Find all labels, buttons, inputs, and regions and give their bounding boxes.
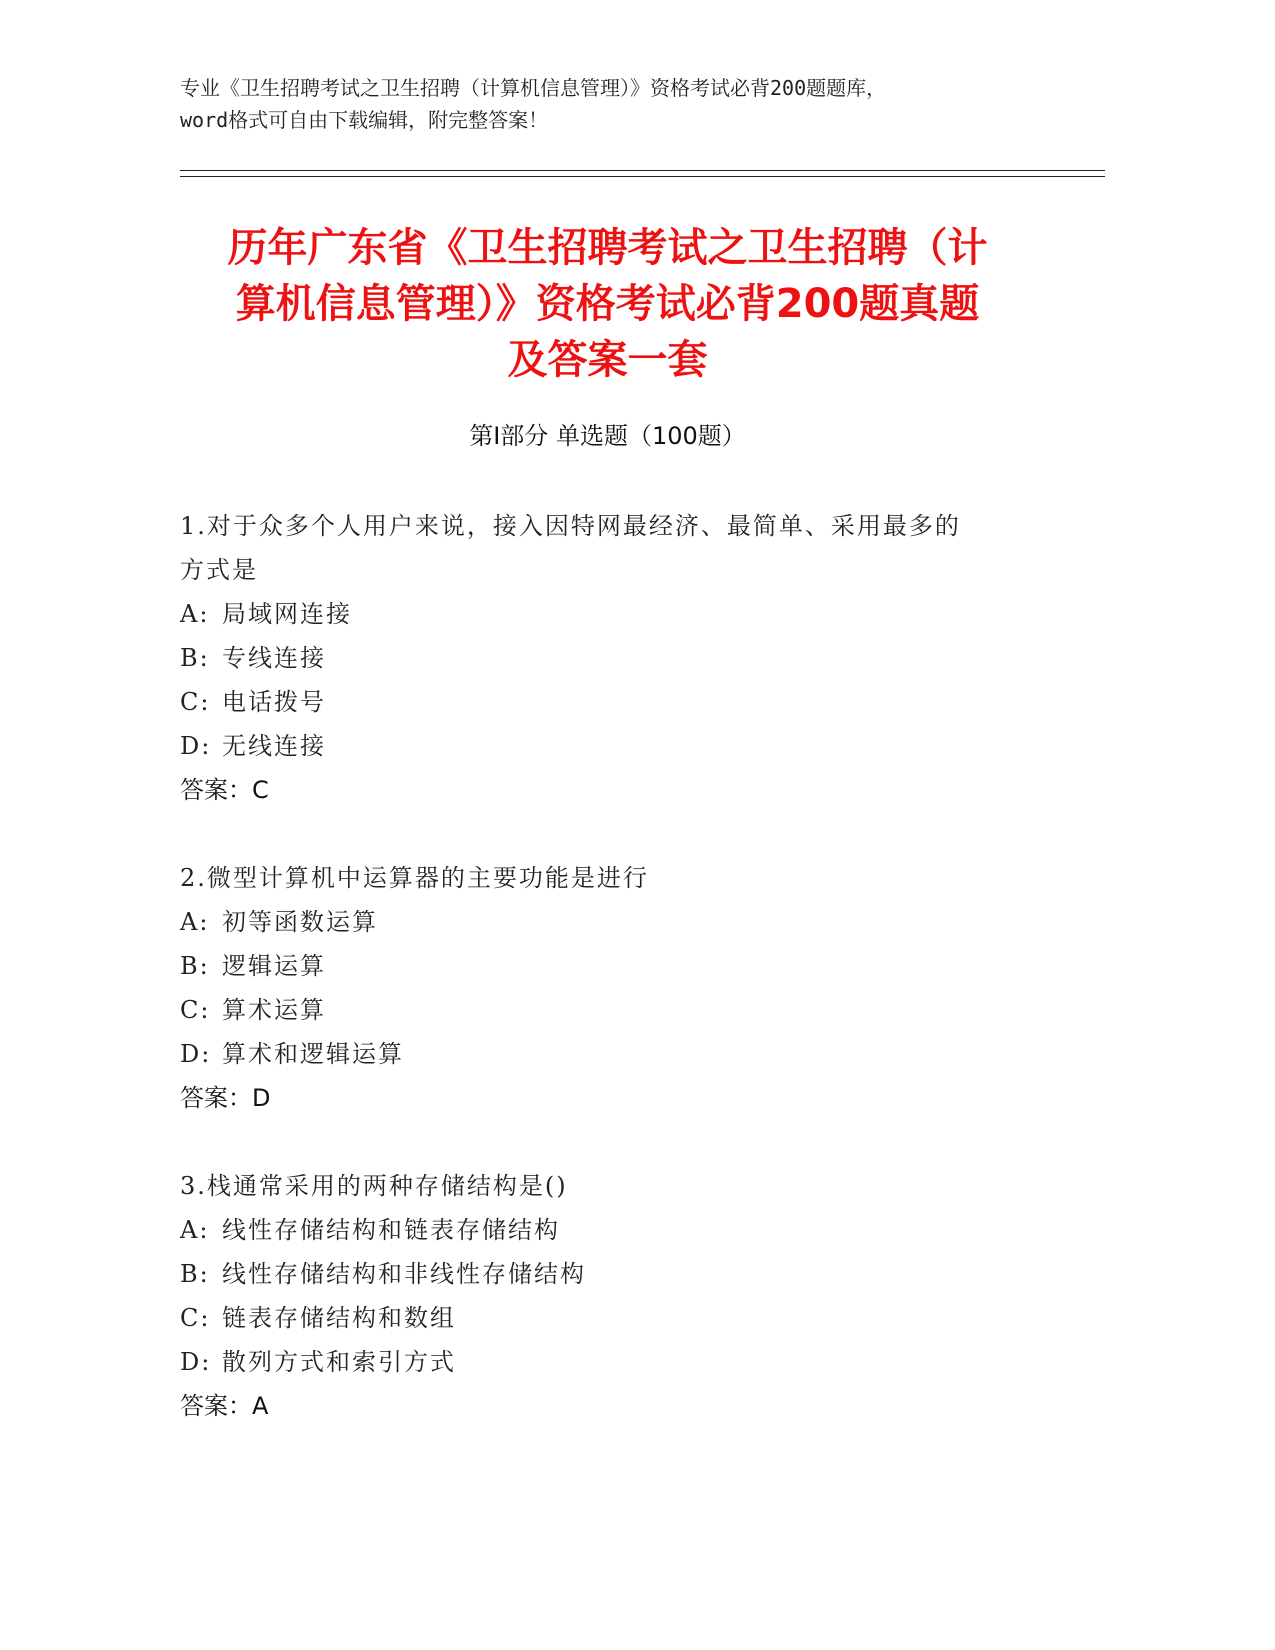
option-b xyxy=(180,636,1040,680)
option-letter: C: xyxy=(180,688,211,716)
section-title: 第Ⅰ部分 单选题（100题） xyxy=(469,422,746,450)
question-2 xyxy=(180,856,1040,1120)
option-letter: A: xyxy=(180,600,210,628)
option-text: 电话拨号 xyxy=(222,688,326,716)
option-text: 线性存储结构和非线性存储结构 xyxy=(222,1260,586,1288)
option-c xyxy=(180,1296,1040,1340)
header-divider-top xyxy=(180,170,1105,171)
option-d xyxy=(180,1032,1040,1076)
document-title-line-2: 算机信息管理）》资格考试必背200题真题 xyxy=(235,281,980,327)
option-letter: C: xyxy=(180,1304,211,1332)
option-d xyxy=(180,724,1040,768)
option-b xyxy=(180,1252,1040,1296)
header-note-line-2: word格式可自由下载编辑，附完整答案！ xyxy=(180,108,549,132)
option-letter: B: xyxy=(180,1260,210,1288)
option-letter: C: xyxy=(180,996,211,1024)
option-text: 算术运算 xyxy=(222,996,326,1024)
option-text: 初等函数运算 xyxy=(222,908,378,936)
document-title-line-1: 历年广东省《卫生招聘考试之卫生招聘（计 xyxy=(227,225,988,271)
option-c xyxy=(180,680,1040,724)
header-note xyxy=(180,72,1080,136)
document-title xyxy=(170,220,1045,388)
document-title-line-3: 及答案一套 xyxy=(507,337,708,383)
answer-line: 答案：D xyxy=(180,1084,271,1112)
answer-line: 答案：C xyxy=(180,776,269,804)
question-3 xyxy=(180,1164,1040,1428)
option-d xyxy=(180,1340,1040,1384)
question-1 xyxy=(180,504,1040,812)
option-text: 散列方式和索引方式 xyxy=(222,1348,456,1376)
option-text: 链表存储结构和数组 xyxy=(222,1304,456,1332)
option-b xyxy=(180,944,1040,988)
option-text: 专线连接 xyxy=(222,644,326,672)
question-stem: 3.栈通常采用的两种存储结构是() xyxy=(180,1172,568,1200)
question-stem: 1.对于众多个人用户来说，接入因特网最经济、最简单、采用最多的 xyxy=(180,512,961,540)
question-list xyxy=(180,504,1040,1472)
option-a xyxy=(180,900,1040,944)
option-text: 算术和逻辑运算 xyxy=(222,1040,404,1068)
option-letter: A: xyxy=(180,908,210,936)
option-letter: D: xyxy=(180,1040,212,1068)
header-note-line-1: 专业《卫生招聘考试之卫生招聘（计算机信息管理）》资格考试必背200题题库， xyxy=(180,76,887,100)
option-text: 逻辑运算 xyxy=(222,952,326,980)
option-text: 线性存储结构和链表存储结构 xyxy=(222,1216,560,1244)
header-divider-bottom xyxy=(180,176,1105,177)
option-c xyxy=(180,988,1040,1032)
option-letter: D: xyxy=(180,1348,212,1376)
answer-line: 答案：A xyxy=(180,1392,269,1420)
option-letter: D: xyxy=(180,732,212,760)
option-letter: B: xyxy=(180,644,210,672)
option-a xyxy=(180,592,1040,636)
option-letter: A: xyxy=(180,1216,210,1244)
option-text: 局域网连接 xyxy=(222,600,352,628)
question-stem: 2.微型计算机中运算器的主要功能是进行 xyxy=(180,864,649,892)
option-letter: B: xyxy=(180,952,210,980)
question-stem-continued: 方式是 xyxy=(180,556,258,584)
option-a xyxy=(180,1208,1040,1252)
option-text: 无线连接 xyxy=(222,732,326,760)
